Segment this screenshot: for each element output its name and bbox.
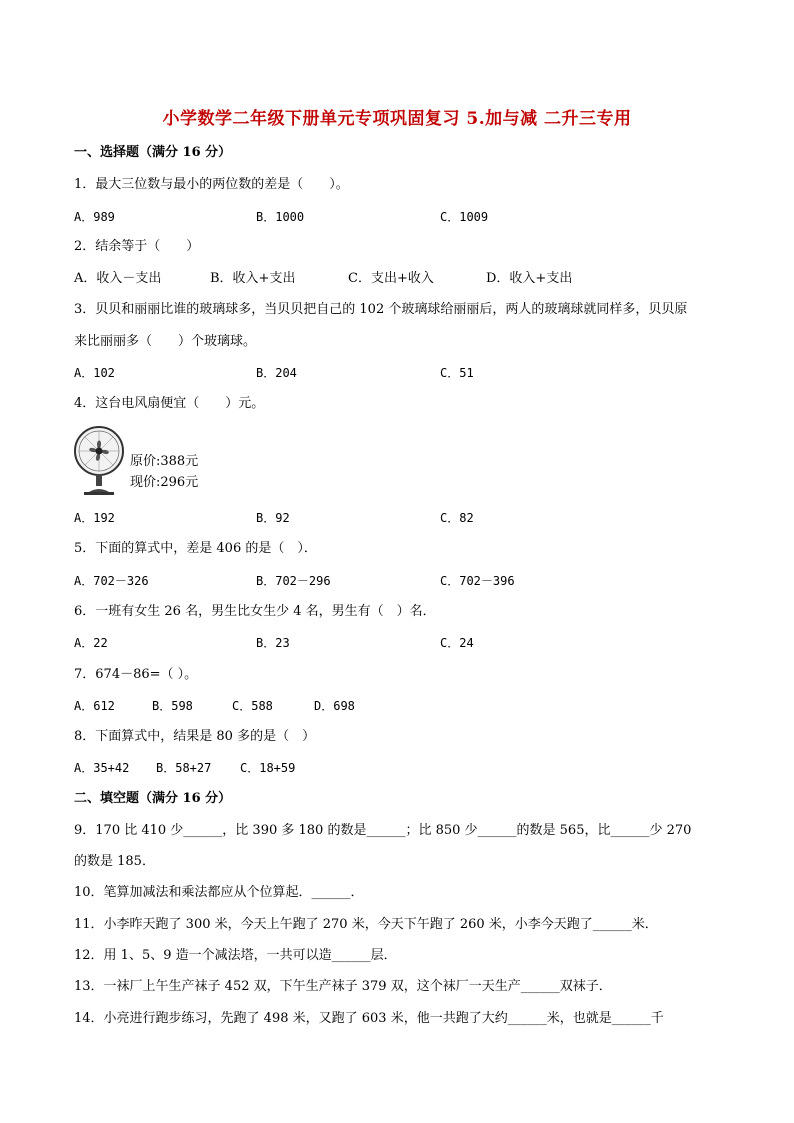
q6-option-b: B．23 [256, 636, 290, 650]
q1-option-a: A．989 [74, 210, 115, 224]
question-3-line-2: 来比丽丽多（ ）个玻璃球。 [74, 334, 257, 349]
question-11: 11．小李昨天跑了 300 米，今天上午跑了 270 米，今天下午跑了 260 米，小李今天跑了______米． [74, 917, 658, 932]
q5-option-c: C．702－396 [440, 574, 515, 588]
q2-option-d: D．收入+支出 [486, 271, 573, 286]
question-7: 7．674－86=（ ）。 [74, 667, 198, 682]
current-price: 现价:296元 [130, 475, 199, 490]
q4-option-a: A．192 [74, 511, 115, 525]
q8-option-b: B．58+27 [156, 761, 212, 775]
question-2: 2．结余等于（ ） [74, 239, 200, 254]
question-8: 8．下面算式中，结果是 80 多的是（ ） [74, 729, 316, 744]
q2-option-a: A．收入－支出 [74, 271, 162, 286]
electric-fan-icon [72, 424, 126, 496]
question-9-line-1: 9．170 比 410 少______，比 390 多 180 的数是______；比 850 少______的数是 565，比______少 270 [74, 823, 692, 838]
original-price: 原价:388元 [130, 454, 199, 469]
q2-option-b: B．收入+支出 [210, 271, 296, 286]
q7-option-a: A．612 [74, 699, 115, 713]
q6-option-a: A．22 [74, 636, 108, 650]
q8-option-c: C．18+59 [240, 761, 296, 775]
q5-option-b: B．702－296 [256, 574, 331, 588]
q4-option-b: B．92 [256, 511, 290, 525]
q3-option-a: A．102 [74, 366, 115, 380]
section-fill-heading: 二、填空题（满分 16 分） [74, 791, 232, 806]
q6-option-c: C．24 [440, 636, 474, 650]
q2-option-c: C．支出+收入 [348, 271, 434, 286]
question-1: 1．最大三位数与最小的两位数的差是（ ）。 [74, 177, 349, 192]
question-4: 4．这台电风扇便宜（ ）元。 [74, 396, 265, 411]
question-9-line-2: 的数是 185． [74, 854, 155, 869]
q1-option-b: B．1000 [256, 210, 305, 224]
question-13: 13．一袜厂上午生产袜子 452 双，下午生产袜子 379 双，这个袜厂一天生产______双袜子． [74, 979, 612, 994]
question-12: 12．用 1、5、9 造一个减法塔，一共可以造______层． [74, 948, 397, 963]
q3-option-b: B．204 [256, 366, 297, 380]
section-choice-heading: 一、选择题（满分 16 分） [74, 145, 232, 160]
q8-option-a: A．35+42 [74, 761, 130, 775]
q7-option-c: C．588 [232, 699, 273, 713]
q5-option-a: A．702－326 [74, 574, 149, 588]
q1-option-c: C．1009 [440, 210, 489, 224]
q3-option-c: C．51 [440, 366, 474, 380]
question-3-line-1: 3．贝贝和丽丽比谁的玻璃球多，当贝贝把自己的 102 个玻璃球给丽丽后，两人的玻璃球就同样多，贝贝原 [74, 302, 688, 317]
page-title: 小学数学二年级下册单元专项巩固复习 5.加与减 二升三专用 [162, 109, 632, 129]
question-5: 5．下面的算式中，差是 406 的是（ ）． [74, 541, 317, 556]
q7-option-d: D．698 [314, 699, 355, 713]
q4-option-c: C．82 [440, 511, 474, 525]
question-14: 14．小亮进行跑步练习，先跑了 498 米，又跑了 603 米，他一共跑了大约______米，也就是______千 [74, 1011, 664, 1026]
question-10: 10．笔算加减法和乘法都应从个位算起．______． [74, 885, 364, 900]
q7-option-b: B．598 [152, 699, 193, 713]
question-6: 6．一班有女生 26 名，男生比女生少 4 名，男生有（ ）名． [74, 604, 436, 619]
